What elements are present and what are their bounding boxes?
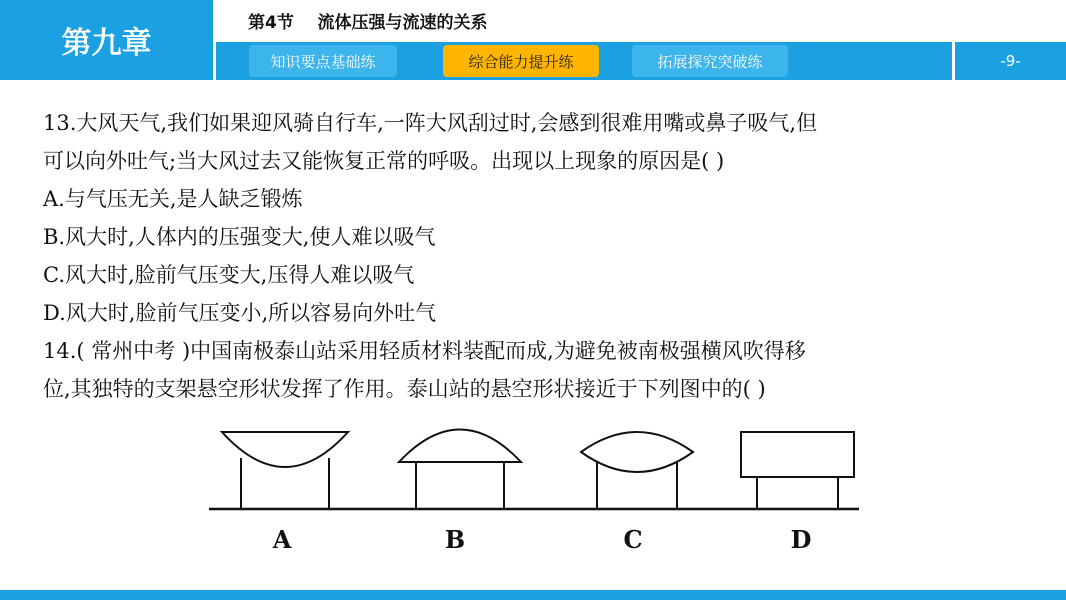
label-a: A bbox=[272, 525, 292, 554]
page-number: -9- bbox=[955, 42, 1066, 80]
q13-option-c: C.风大时,脸前气压变大,压得人难以吸气 bbox=[43, 263, 415, 287]
shape-figure bbox=[205, 422, 865, 562]
shape-c bbox=[581, 432, 693, 509]
shape-d bbox=[741, 432, 854, 509]
tab-comprehensive-practice[interactable]: 综合能力提升练 bbox=[443, 45, 599, 77]
label-d: D bbox=[790, 525, 812, 554]
q14-line2: 位,其独特的支架悬空形状发挥了作用。泰山站的悬空形状接近于下列图中的( ) bbox=[43, 377, 766, 401]
question-content bbox=[43, 104, 1033, 408]
q13-option-a: A.与气压无关,是人缺乏锻炼 bbox=[43, 187, 303, 211]
tab-bar bbox=[216, 42, 952, 80]
q13-option-b: B.风大时,人体内的压强变大,使人难以吸气 bbox=[43, 225, 436, 249]
label-c: C bbox=[623, 525, 643, 554]
q14-line1: 14.( 常州中考 )中国南极泰山站采用轻质材料装配而成,为避免被南极强横风吹得移 bbox=[43, 339, 806, 363]
section-title: 第4节 流体压强与流速的关系 bbox=[248, 13, 488, 33]
q13-option-d: D.风大时,脸前气压变小,所以容易向外吐气 bbox=[43, 301, 437, 325]
tab-basic-practice[interactable]: 知识要点基础练 bbox=[249, 45, 397, 77]
bottom-bar bbox=[0, 590, 1066, 600]
shape-b bbox=[399, 430, 521, 510]
shape-a bbox=[222, 432, 348, 509]
label-b: B bbox=[444, 525, 466, 554]
q13-line2: 可以向外吐气;当大风过去又能恢复正常的呼吸。出现以上现象的原因是( ) bbox=[43, 149, 725, 173]
chapter-label: 第九章 bbox=[0, 0, 213, 80]
tab-extension-practice[interactable]: 拓展探究突破练 bbox=[632, 45, 788, 77]
q13-line1: 13.大风天气,我们如果迎风骑自行车,一阵大风刮过时,会感到很难用嘴或鼻子吸气,但 bbox=[43, 111, 818, 135]
